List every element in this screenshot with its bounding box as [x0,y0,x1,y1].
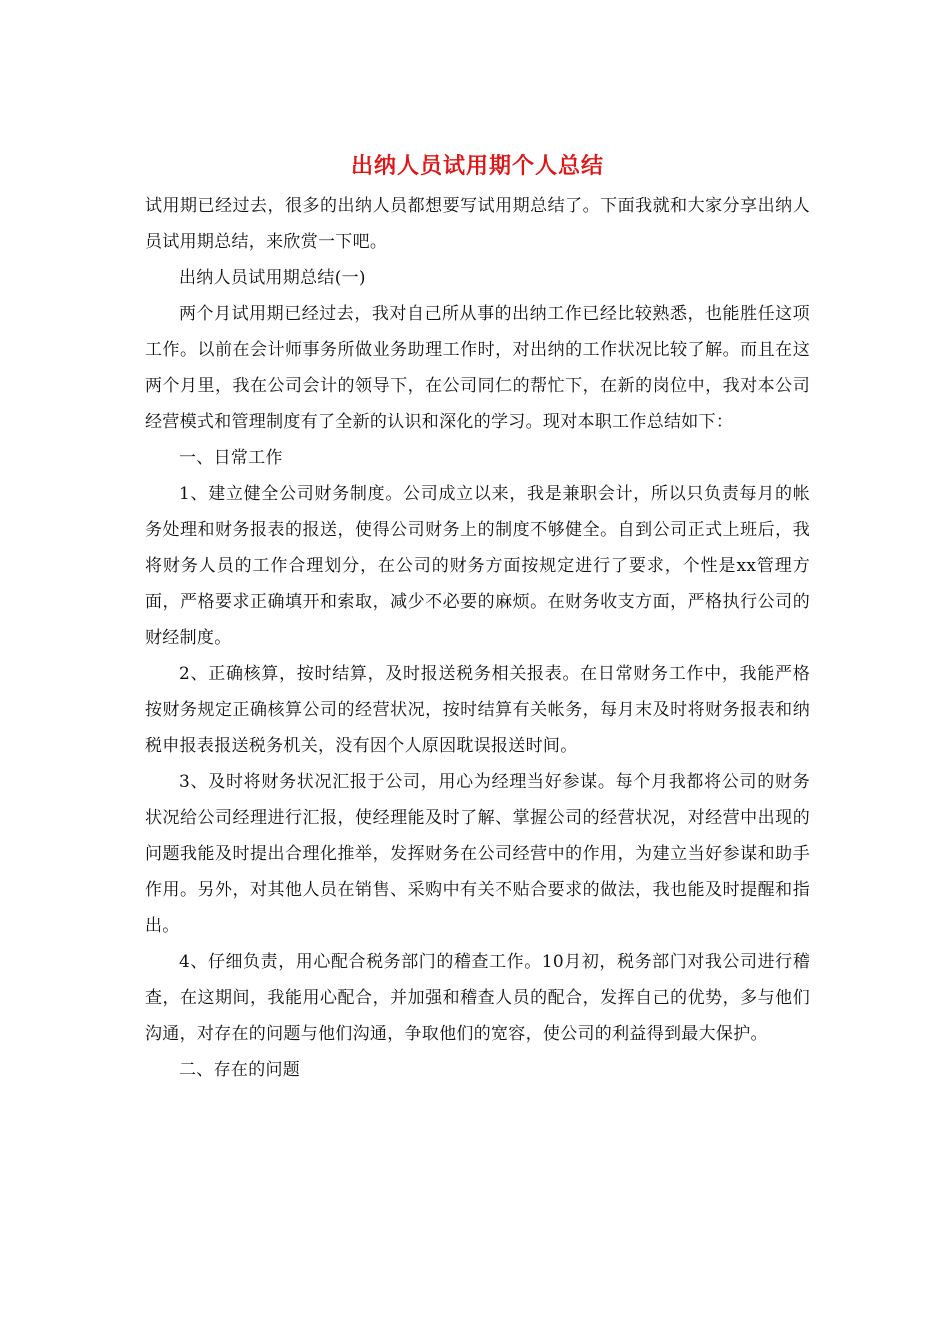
list-item-paragraph: 3、及时将财务状况汇报于公司，用心为经理当好参谋。每个月我都将公司的财务状况给公司经理进行汇报，使经理能及时了解、掌握公司的经营状况，对经营中出现的问题我能及时提出合理化推举，发挥财务在公司经营中的作用，为建立当好参谋和助手作用。另外，对其他人员在销售、采购中有关不贴合要求的做法，我也能及时提醒和指出。 [145,772,810,936]
section-heading-daily-work: 一、日常工作 [179,448,283,468]
section-heading-problems: 二、存在的问题 [179,1060,301,1080]
document-title: 出纳人员试用期个人总结 [350,153,604,179]
intro-paragraph: 试用期已经过去，很多的出纳人员都想要写试用期总结了。下面我就和大家分享出纳人员试用期总结，来欣赏一下吧。 [145,196,810,252]
section-heading-summary-one: 出纳人员试用期总结(一) [179,268,366,288]
body-paragraph: 两个月试用期已经过去，我对自己所从事的出纳工作已经比较熟悉，也能胜任这项工作。以前在会计师事务所做业务助理工作时，对出纳的工作状况比较了解。而且在这两个月里，我在公司会计的领导下，在公司同仁的帮忙下，在新的岗位中，我对本公司经营模式和管理制度有了全新的认识和深化的学习。现对本职工作总结如下： [145,304,810,432]
list-item-paragraph: 1、建立健全公司财务制度。公司成立以来，我是兼职会计，所以只负责每月的帐务处理和财务报表的报送，使得公司财务上的制度不够健全。自到公司正式上班后，我将财务人员的工作合理划分，在公司的财务方面按规定进行了要求，个性是xx管理方面，严格要求正确填开和索取，减少不必要的麻烦。在财务收支方面，严格执行公司的财经制度。 [145,484,810,648]
list-item-paragraph: 4、仔细负责，用心配合税务部门的稽查工作。10月初，税务部门对我公司进行稽查，在这期间，我能用心配合，并加强和稽查人员的配合，发挥自己的优势，多与他们沟通，对存在的问题与他们沟通，争取他们的宽容，使公司的利益得到最大保护。 [145,952,810,1044]
document-body [145,146,810,1088]
list-item-paragraph: 2、正确核算，按时结算，及时报送税务相关报表。在日常财务工作中，我能严格按财务规定正确核算公司的经营状况，按时结算有关帐务，每月末及时将财务报表和纳税申报表报送税务机关，没有因个人原因耽误报送时间。 [145,664,810,756]
